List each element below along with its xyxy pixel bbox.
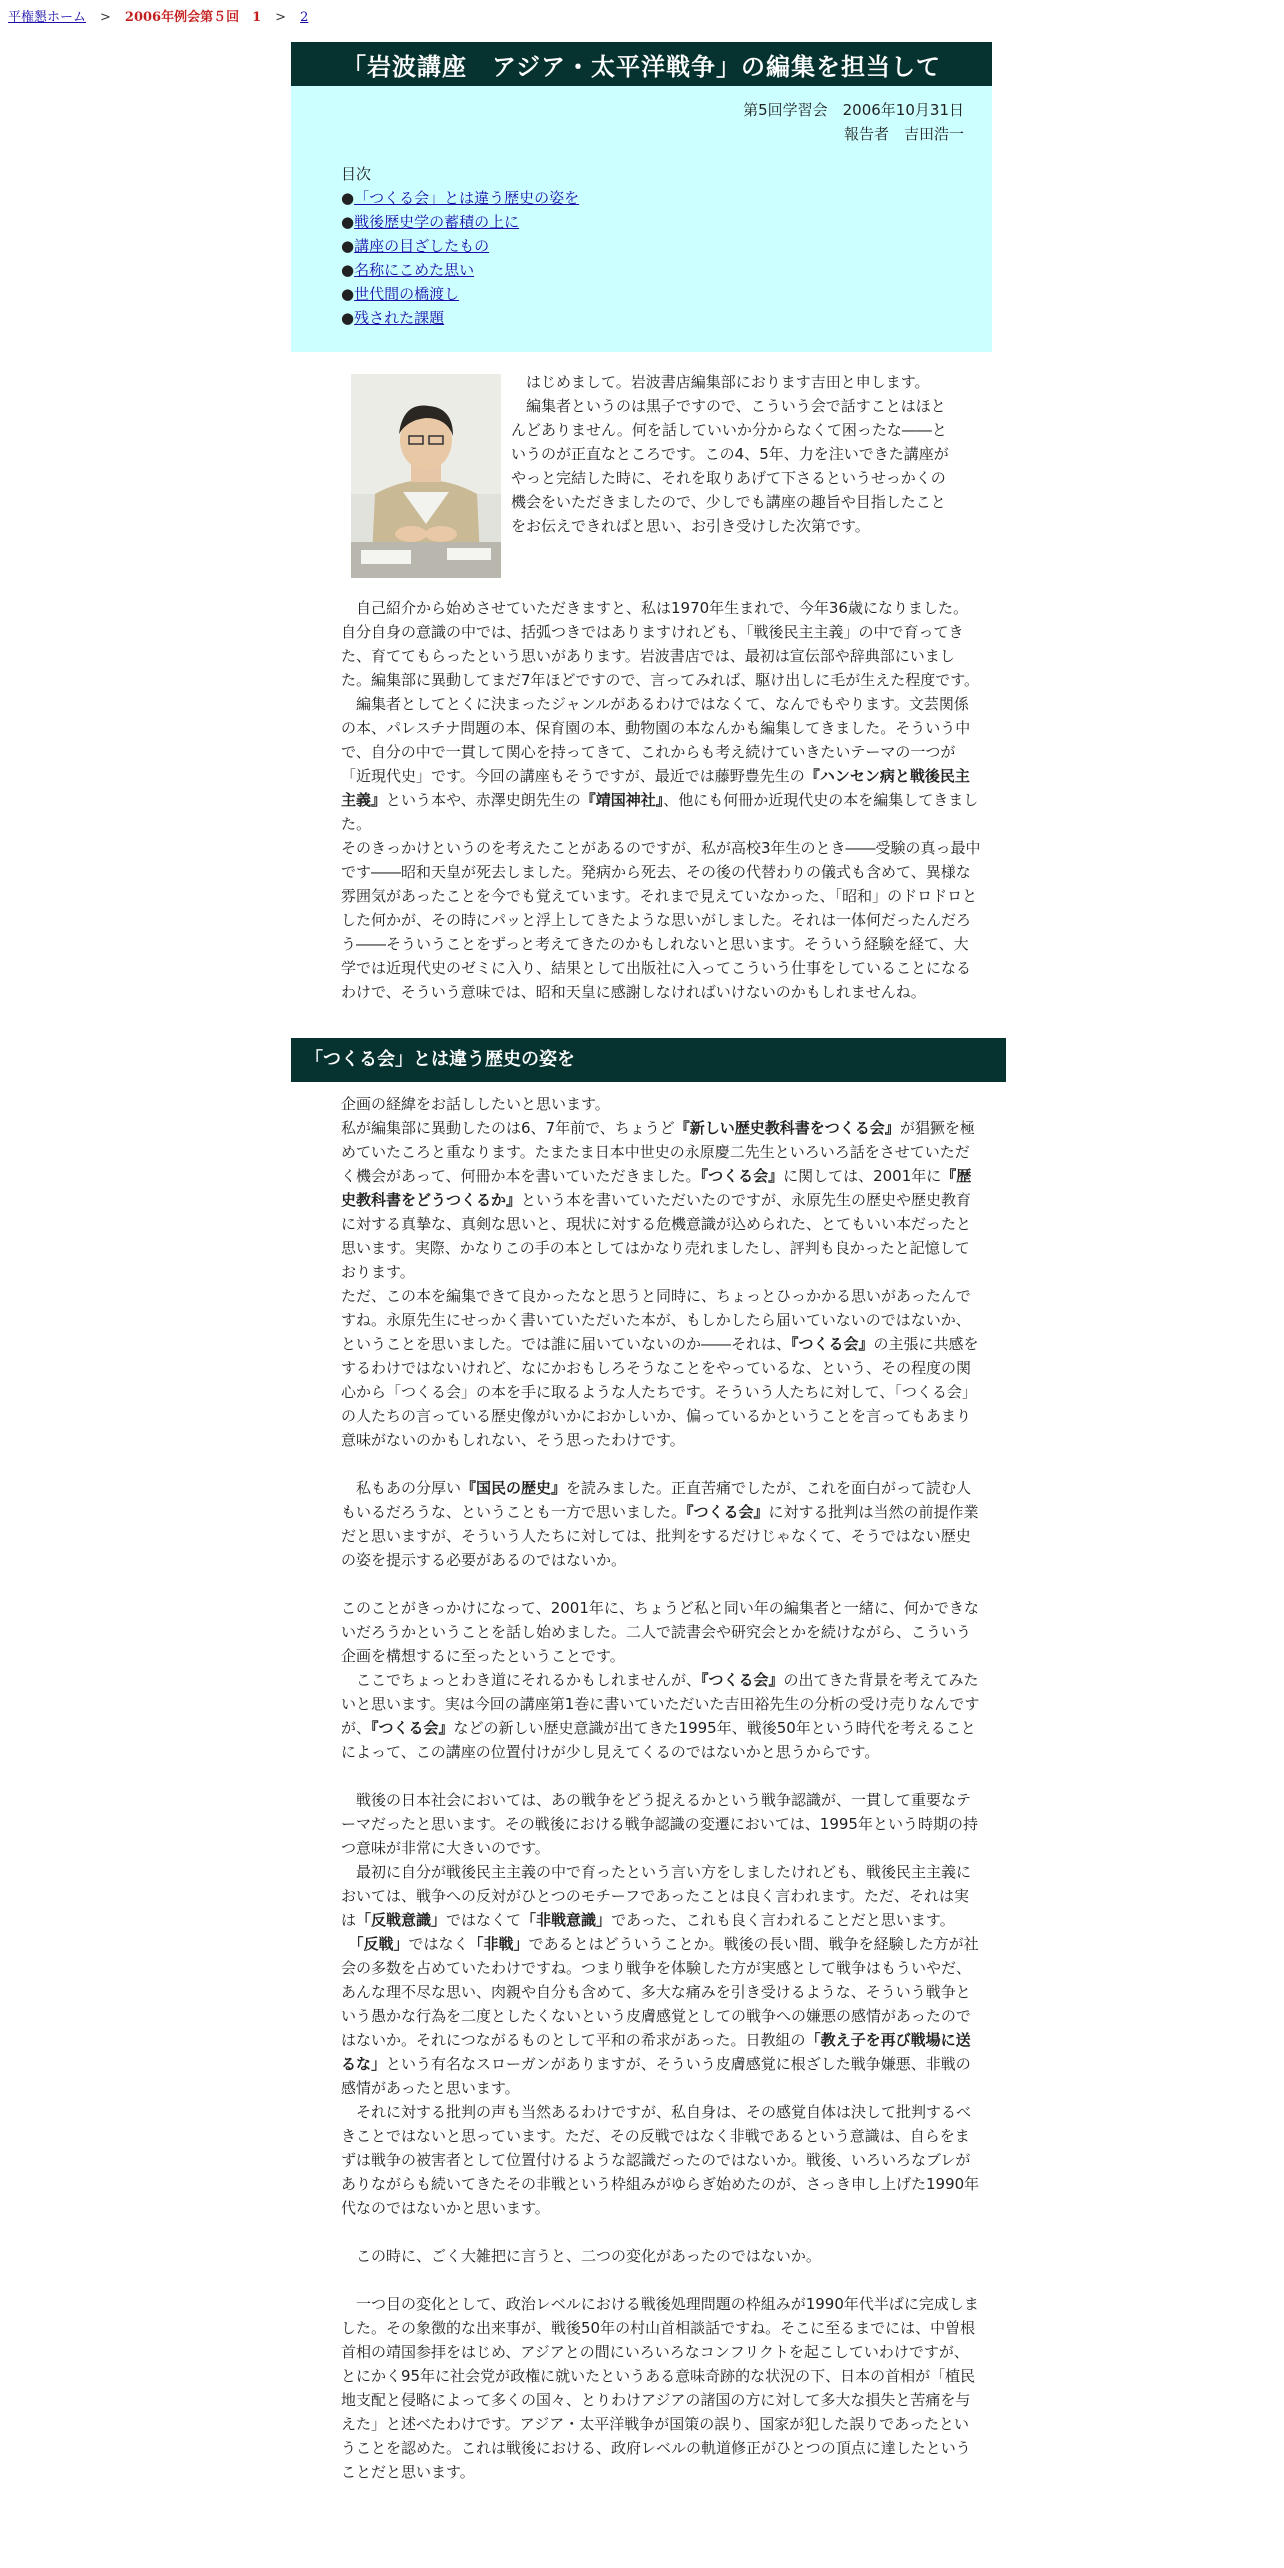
article bbox=[291, 42, 992, 2484]
meta-date: 第5回学習会 2006年10月31日 bbox=[743, 101, 964, 119]
emphasis: 「非戦意識」 bbox=[521, 1911, 612, 1929]
intro-text: はじめまして。岩波書店編集部におります吉田と申します。 編集者というのは黒子ですので、こういう会で話すことはほとんどありません。何を話していいか分からなくて困ったな――というのが正直なところです。この4、5年、力を注いできた講座がやっと完結した時に、それを取りあげて下さるというせっかくの機会をいただきましたので、少しでも講座の趣旨や目指したことをお伝えできればと思い、お引き受けした次第です。 bbox=[511, 373, 949, 535]
paragraph: このことがきっかけになって、2001年に、ちょうど私と同い年の編集者と一緒に、何かできないだろうかということを話し始めました。二人で読書会や研究会とかを続けながら、こういう企画を構想するに至ったということです。 bbox=[341, 1599, 979, 1665]
emphasis: 「非戦」 bbox=[468, 1935, 529, 1953]
toc-item bbox=[341, 258, 579, 282]
toc-item bbox=[341, 282, 579, 306]
emphasis: 「反戦意識」 bbox=[356, 1911, 447, 1929]
emphasis: 『つくる会』 bbox=[686, 1503, 769, 1521]
toc-link-tsukurukai[interactable]: 「つくる会」とは違う歴史の姿を bbox=[354, 189, 580, 207]
breadcrumb-separator: > bbox=[100, 10, 111, 25]
text-span: 私もあの分厚い bbox=[341, 1479, 462, 1497]
text-span: などの新しい歴史意識が出てきた1995年、戦後50年という時代を考えることによって、この講座の位置付けが少し見えてくるのではないかと思うからです。 bbox=[341, 1719, 976, 1761]
paragraph: この時に、ごく大雑把に言うと、二つの変化があったのではないか。 bbox=[341, 2247, 821, 2265]
toc-item bbox=[341, 210, 579, 234]
text-span: という本や、赤澤史朗先生の bbox=[386, 791, 581, 809]
text-span: が猖獗を極めていたころと重なります。たまたま日本中世史の永原慶二先生といろいろ話をさせていただく機会があって、何冊か本を書いていただきました。 bbox=[341, 1119, 975, 1185]
toc-link-postwar-history[interactable]: 戦後歴史学の蓄積の上に bbox=[354, 213, 520, 231]
paragraph: そのきっかけというのを考えたことがあるのですが、私が高校3年生のとき――受験の真っ最中です――昭和天皇が死去しました。発病から死去、その後の代替わりの儀式も含めて、異様な雰囲気があったことを今でも覚えています。それまで見えていなかった、「昭和」のドロドロとした何かが、その時にパッと浮上してきたような思いがしました。それは一体何だったんだろう――そういうことをずっと考えてきたのかもしれないと思います。そういう経験を経て、大学では近現代史のゼミに入り、結果として出版社に入ってこういう仕事をしていることになるわけで、そういう意味では、昭和天皇に感謝しなければいけないのかもしれませんね。 bbox=[341, 839, 981, 1001]
article-body bbox=[291, 596, 992, 2484]
toc-link-generations[interactable]: 世代間の橋渡し bbox=[354, 285, 460, 303]
book-title: 『国民の歴史』 bbox=[461, 1479, 567, 1497]
toc-heading: 目次 bbox=[341, 165, 372, 183]
section-heading-tsukurukai: 「つくる会」とは違う歴史の姿を bbox=[291, 1038, 1006, 1082]
table-of-contents bbox=[341, 162, 579, 330]
text-span: という本を書いていただいたのですが、永原先生の歴史や歴史教育に対する真摯な、真剣な思いと、現状に対する危機意識が込められた、とてもいい本だったと思います。実際、かなりこの手の本としてはかなり売れましたし、評判も良かったと記憶しております。 bbox=[341, 1191, 972, 1281]
toc-link-name[interactable]: 名称にこめた思い bbox=[354, 261, 475, 279]
paragraph: 戦後の日本社会においては、あの戦争をどう捉えるかという戦争認識が、一貫して重要なテーマだったと思います。その戦後における戦争認識の変遷においては、1995年という時期の持つ意味が非常に大きいのです。 bbox=[341, 1791, 978, 1857]
breadcrumb-page-current: 1 bbox=[252, 10, 262, 25]
text-span: 最初に自分が戦後民主主義の中で育ったという言い方をしましたけれども、戦後民主主義においては、戦争への反対がひとつのモチーフであったことは良く言われます。ただ、それは実は bbox=[341, 1863, 972, 1929]
emphasis: 「反戦」 bbox=[356, 1935, 409, 1953]
text-span: ではなく bbox=[408, 1935, 469, 1953]
paragraph bbox=[341, 1284, 982, 1452]
breadcrumb-current bbox=[125, 10, 261, 25]
breadcrumb-current-label: 2006年例会第５回 bbox=[124, 10, 240, 25]
text-span: の出てきた背景を考えてみたいと思います。実は今回の講座第1巻に書いていただいた吉田裕先生の分析の受け売りなんですが、 bbox=[341, 1671, 980, 1737]
toc-link-remaining[interactable]: 残された課題 bbox=[354, 309, 445, 327]
bullet-icon: ● bbox=[341, 261, 355, 279]
paragraph: 一つ目の変化として、政治レベルにおける戦後処理問題の枠組みが1990年代半ばに完成しました。その象徴的な出来事が、戦後50年の村山首相談話ですね。そこに至るまでには、中曽根首相の靖国参拝をはじめ、アジアとの間にいろいろなコンフリクトを起こしていわけですが、とにかく95年に社会党が政権に就いたというある意味奇跡的な状況の下、日本の首相が「植民地支配と侵略によって多くの国々、とりわけアジアの諸国の方に対して多大な損失と苦痛を与えた」と述べたわけです。アジア・太平洋戦争が国策の誤り、国家が犯した誤りであったということを認めた。これは戦後における、政府レベルの軌道修正がひとつの頂点に達したということだと思います。 bbox=[341, 2295, 979, 2481]
text-span: ここでちょっとわき道にそれるかもしれませんが、 bbox=[341, 1671, 702, 1689]
toc-link-aims[interactable]: 講座の目ざしたもの bbox=[354, 237, 490, 255]
paragraph: 企画の経緯をお話ししたいと思います。 bbox=[341, 1095, 610, 1113]
breadcrumb-page-2-link[interactable]: 2 bbox=[300, 10, 309, 25]
book-title: 『靖国神社』 bbox=[580, 791, 664, 809]
book-title: 『歴史教科書をどうつくるか』 bbox=[341, 1167, 972, 1209]
breadcrumb-home-link[interactable]: 平権懇ホーム bbox=[8, 10, 87, 25]
paragraph bbox=[341, 1860, 982, 1932]
paragraph: それに対する批判の声も当然あるわけですが、私自身は、その感覚自体は決して批判するべきことではないと思っています。ただ、その反戦ではなく非戦であるという意識は、自らをまずは戦争の被害者として位置付けるような認識だったのではないか。戦後、いろいろなブレがありながらも続いてきたその非戦という枠組みがゆらぎ始めたのが、さっき申し上げた1990年代なのではないかと思います。 bbox=[341, 2103, 980, 2217]
text-span: ただ、この本を編集できて良かったなと思うと同時に、ちょっとひっかかる思いがあったんですね。永原先生にせっかく書いていただいた本が、もしかしたら届いていないのではないか、ということを思いました。では誰に届いていないのか――それは、 bbox=[341, 1287, 971, 1353]
intro-panel bbox=[291, 86, 992, 352]
bullet-icon: ● bbox=[341, 285, 355, 303]
book-title: 『ハンセン病と戦後民主主義』 bbox=[341, 767, 970, 809]
text-span: 、他にも何冊か近現代史の本を編集してきました。 bbox=[341, 791, 979, 833]
text-span: に関しては、2001年に bbox=[783, 1167, 942, 1185]
breadcrumb-separator: > bbox=[275, 10, 287, 25]
bullet-icon: ● bbox=[341, 189, 355, 207]
intro-with-photo bbox=[291, 360, 992, 596]
emphasis: 『つくる会』 bbox=[371, 1719, 454, 1737]
text-span: に対する批判は当然の前提作業だと思いますが、そういう人たちに対しては、批判をするだけじゃなくて、そうではない歴史の姿を提示する必要があるのではないか。 bbox=[341, 1503, 979, 1569]
bullet-icon: ● bbox=[341, 309, 355, 327]
toc-item bbox=[341, 186, 579, 210]
report-meta bbox=[743, 98, 964, 146]
paragraph bbox=[341, 1116, 982, 1284]
toc-item bbox=[341, 234, 579, 258]
bullet-icon: ● bbox=[341, 237, 355, 255]
breadcrumb bbox=[8, 6, 308, 25]
speaker-portrait-icon bbox=[351, 374, 501, 578]
speaker-photo bbox=[351, 374, 501, 578]
text-span: という有名なスローガンがありますが、そういう皮膚感覚に根ざした戦争嫌悪、非戦の感情があったと思います。 bbox=[341, 2055, 971, 2097]
meta-reporter: 報告者 吉田浩一 bbox=[843, 125, 964, 143]
emphasis: 『つくる会』 bbox=[700, 1167, 784, 1185]
text-span: であるとはどういうことか。戦後の長い間、戦争を経験した方が社会の多数を占めていたわけですね。つまり戦争を体験した方が実感として戦争はもういやだ、あんな理不尽な思い、肉親や自分も含めて、多大な痛みを引き受けるような、そういう戦争という愚かな行為を二度としたくないという皮膚感覚としての戦争への嫌悪の感情があったのではないか。それにつながるものとして平和の希求があった。日教組の bbox=[341, 1935, 979, 2049]
bullet-icon: ● bbox=[341, 213, 355, 231]
emphasis: 『新しい歴史教科書をつくる会』 bbox=[674, 1119, 900, 1137]
toc-item bbox=[341, 306, 579, 330]
text-span: であった、これも良く言われることだと思います。 bbox=[611, 1911, 955, 1929]
paragraph: 自己紹介から始めさせていただきますと、私は1970年生まれで、今年36歳になりました。自分自身の意識の中では、括弧つきではありますけれども、「戦後民主主義」の中で育ってきた、育ててもらったという思いがあります。岩波書店では、最初は宣伝部や辞典部にいました。編集部に異動してまだ7年ほどですので、言ってみれば、駆け出しに毛が生えた程度です。 bbox=[341, 599, 980, 689]
page-title: 「岩波講座 アジア・太平洋戦争」の編集を担当して bbox=[291, 42, 992, 86]
text-span: ではなくて bbox=[446, 1911, 522, 1929]
paragraph bbox=[341, 1476, 982, 1572]
paragraph bbox=[341, 1668, 982, 1764]
emphasis: 『つくる会』 bbox=[791, 1335, 874, 1353]
text-span bbox=[341, 1935, 356, 1953]
emphasis: 『つくる会』 bbox=[701, 1671, 784, 1689]
paragraph bbox=[341, 1932, 982, 2100]
text-span: を読みました。正直苦痛でしたが、これを面白がって読む人もいるだろうな、ということも一方で思いました。 bbox=[341, 1479, 972, 1521]
slogan: 「教え子を再び戦場に送るな」 bbox=[341, 2031, 971, 2073]
text-span: 編集者としてとくに決まったジャンルがあるわけではなくて、なんでもやります。文芸関係の本、パレスチナ問題の本、保育園の本、動物園の本なんかも編集してきました。そういう中で、自分の中で一貫して関心を持ってきて、これからも考え続けていきたいテーマの一つが「近現代史」です。今回の講座もそうですが、最近では藤野豊先生の bbox=[341, 695, 971, 785]
text-span: 私が編集部に異動したのは6、7年前で、ちょうど bbox=[341, 1119, 675, 1137]
text-span: の主張に共感をするわけではないけれど、なにかおもしろそうなことをやっているな、という、その程度の関心から「つくる会」の本を手に取るような人たちです。そういう人たちに対して、「つくる会」の人たちの言っている歴史像がいかにおかしいか、偏っているかということを言ってもあまり意味がないのかもしれない、そう思ったわけです。 bbox=[341, 1335, 979, 1449]
paragraph bbox=[341, 692, 982, 836]
